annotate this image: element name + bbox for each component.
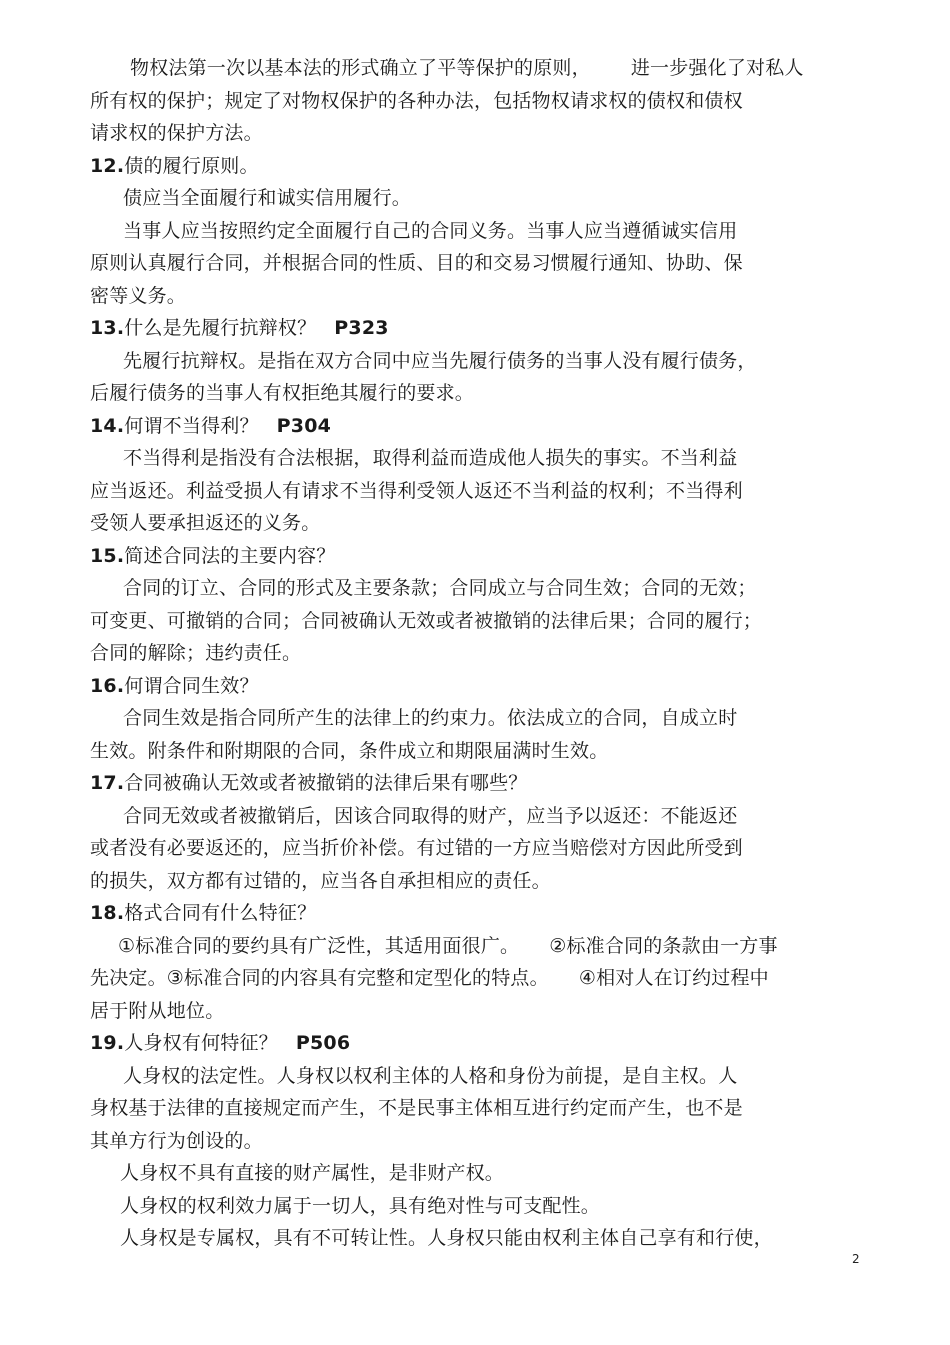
- q19-answer-line-3: 其单方行为创设的。: [90, 1129, 263, 1152]
- q13-answer-line-2: 后履行债务的当事人有权拒绝其履行的要求。: [90, 382, 475, 404]
- q15-answer-line-1: 合同的订立、合同的形式及主要条款；合同成立与合同生效；合同的无效；: [123, 577, 757, 599]
- intro-paragraph-line-3: 请求权的保护方法。: [90, 122, 263, 144]
- intro-paragraph-line-2: 所有权的保护；规定了对物权保护的各种办法，包括物权请求权的债权和债权: [90, 89, 743, 112]
- q19-answer-line-6: 人身权是专属权，具有不可转让性。人身权只能由权利主体自己享有和行使，: [120, 1227, 773, 1249]
- question-15-heading: 15.简述合同法的主要内容？: [90, 544, 336, 567]
- question-17-heading: 17.合同被确认无效或者被撤销的法律后果有哪些？: [90, 772, 528, 794]
- page-number: 2: [852, 1252, 860, 1266]
- q18-answer-line-2: 先决定。③标准合同的内容具有完整和定型化的特点。 ④相对人在订约过程中: [90, 967, 769, 989]
- q19-answer-line-1: 人身权的法定性。人身权以权利主体的人格和身份为前提，是自主权。人: [123, 1064, 738, 1087]
- page-reference: P506: [295, 1032, 351, 1054]
- q16-answer-line-1: 合同生效是指合同所产生的法律上的约束力。依法成立的合同，自成立时: [123, 707, 738, 729]
- question-12-heading: 12.债的履行原则。: [90, 154, 259, 177]
- page-reference: P323: [334, 317, 389, 339]
- q18-answer-line-1: ①标准合同的要约具有广泛性，其适用面很广。 ②标准合同的条款由一方事: [118, 934, 778, 957]
- q15-answer-line-3: 合同的解除；违约责任。: [90, 642, 302, 664]
- q12-answer-line-3: 原则认真履行合同，并根据合同的性质、目的和交易习惯履行通知、协助、保: [90, 252, 743, 274]
- intro-paragraph-line-1: 物权法第一次以基本法的形式确立了平等保护的原则， 进一步强化了对私人: [130, 57, 804, 79]
- q14-answer-line-1: 不当得利是指没有合法根据，取得利益而造成他人损失的事实。不当利益: [123, 447, 738, 469]
- q15-answer-line-2: 可变更、可撤销的合同；合同被确认无效或者被撤销的法律后果；合同的履行；: [90, 609, 763, 632]
- q19-answer-line-5: 人身权的权利效力属于一切人，具有绝对性与可支配性。: [120, 1194, 601, 1217]
- q17-answer-line-2: 或者没有必要返还的，应当折价补偿。有过错的一方应当赔偿对方因此所受到: [90, 837, 743, 859]
- q14-answer-line-3: 受领人要承担返还的义务。: [90, 512, 321, 534]
- q19-answer-line-2: 身权基于法律的直接规定而产生，不是民事主体相互进行约定而产生，也不是: [90, 1097, 743, 1119]
- q12-answer-line-1: 债应当全面履行和诚实信用履行。: [123, 187, 412, 209]
- q19-answer-line-4: 人身权不具有直接的财产属性，是非财产权。: [120, 1162, 505, 1184]
- q13-answer-line-1: 先履行抗辩权。是指在双方合同中应当先履行债务的当事人没有履行债务，: [123, 349, 757, 372]
- q12-answer-line-4: 密等义务。: [90, 284, 187, 307]
- question-16-heading: 16.何谓合同生效？: [90, 674, 259, 697]
- document-body: [90, 52, 860, 1255]
- question-19-heading: 19.人身权有何特征？ P506: [90, 1032, 351, 1054]
- q18-answer-line-3: 居于附从地位。: [90, 999, 225, 1022]
- question-18-heading: 18.格式合同有什么特征？: [90, 902, 317, 924]
- q14-answer-line-2: 应当返还。利益受损人有请求不当得利受领人返还不当利益的权利；不当得利: [90, 479, 743, 502]
- question-13-heading: 13.什么是先履行抗辩权？ P323: [90, 317, 389, 339]
- question-14-heading: 14.何谓不当得利？ P304: [90, 414, 332, 437]
- q12-answer-line-2: 当事人应当按照约定全面履行自己的合同义务。当事人应当遵循诚实信用: [123, 219, 738, 242]
- page-reference: P304: [276, 414, 332, 437]
- q16-answer-line-2: 生效。附条件和附期限的合同，条件成立和期限届满时生效。: [90, 739, 609, 762]
- q17-answer-line-1: 合同无效或者被撤销后，因该合同取得的财产，应当予以返还：不能返还: [123, 804, 738, 827]
- q17-answer-line-3: 的损失，双方都有过错的，应当各自承担相应的责任。: [90, 869, 551, 892]
